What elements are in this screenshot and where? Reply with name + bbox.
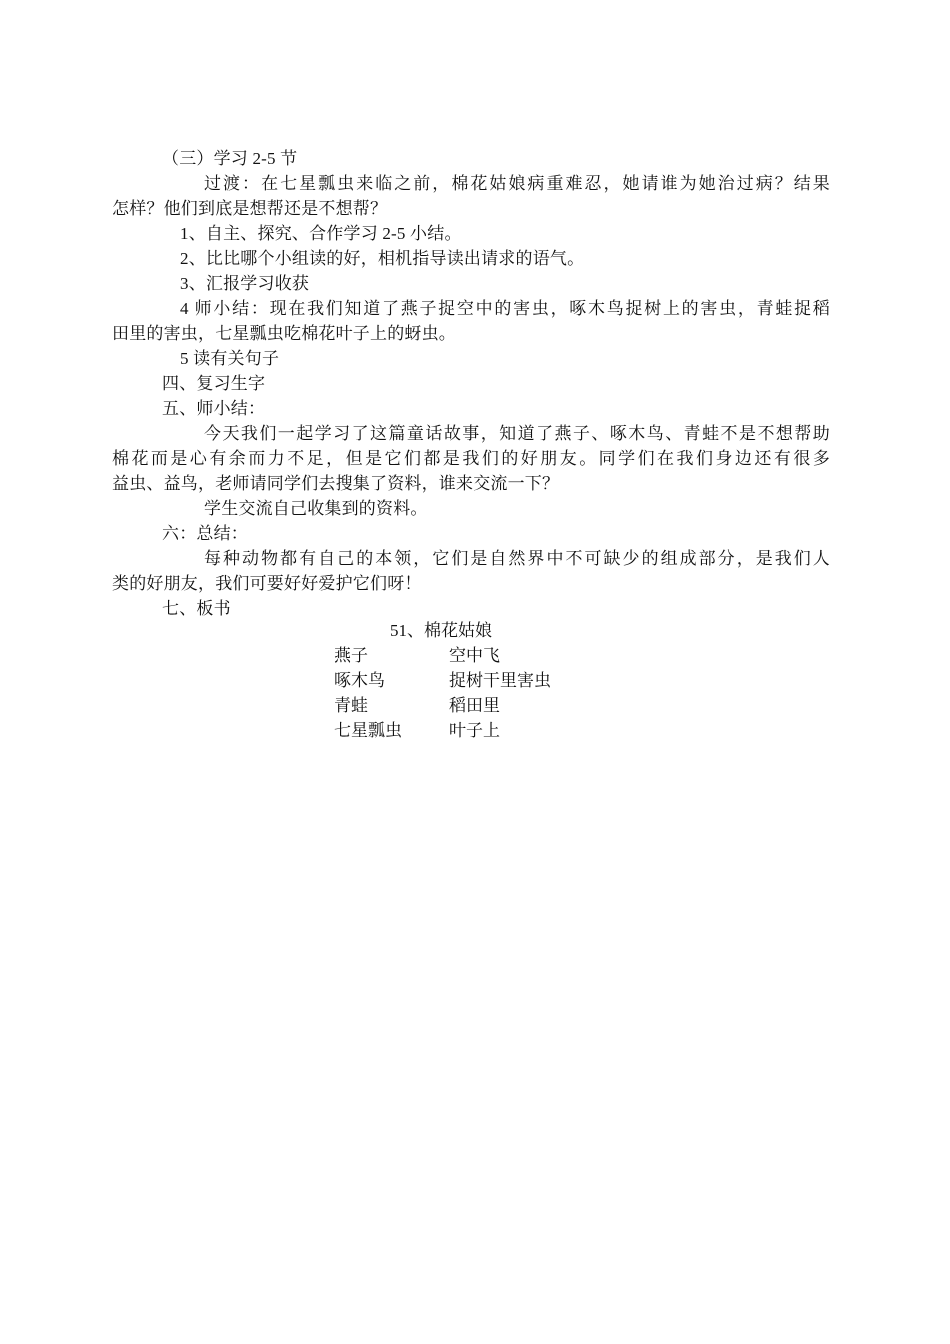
blackboard-place: 叶子上 [449, 721, 500, 740]
blackboard-animal: 七星瓢虫 [334, 721, 402, 740]
student-exchange-text: 学生交流自己收集到的资料。 [204, 499, 428, 518]
blackboard-row [334, 668, 654, 693]
section-four-heading: 四、复习生字 [162, 374, 266, 393]
blackboard-row [334, 693, 654, 718]
teacher-summary-line: 棉花而是心有余而力不足，但是它们都是我们的好朋友。同学们在我们身边还有很多 [112, 449, 830, 468]
section-seven-heading: 七、板书 [162, 599, 231, 618]
learning-step: 2、比比哪个小组读的好，相机指导读出请求的语气。 [180, 249, 585, 268]
section-three-heading: （三）学习 2-5 节 [162, 149, 298, 168]
blackboard-place: 捉树干里害虫 [449, 671, 551, 690]
blackboard-animal: 燕子 [334, 646, 368, 665]
teacher-summary-line: 今天我们一起学习了这篇童话故事，知道了燕子、啄木鸟、青蛙不是不想帮助 [204, 424, 830, 443]
teacher-mini-summary-line: 田里的害虫，七星瓢虫吃棉花叶子上的蚜虫。 [112, 324, 456, 343]
section-five-heading: 五、师小结： [162, 399, 266, 418]
blackboard-title: 51、棉花姑娘 [390, 621, 492, 640]
learning-step: 3、汇报学习收获 [180, 274, 310, 293]
learning-step: 1、自主、探究、合作学习 2-5 小结。 [180, 224, 462, 243]
teacher-summary-line: 益虫、益鸟，老师请同学们去搜集了资料，谁来交流一下？ [112, 474, 560, 493]
blackboard-animal: 啄木鸟 [334, 671, 385, 690]
transition-text-line: 过渡：在七星瓢虫来临之前，棉花姑娘病重难忍，她请谁为她治过病？结果 [204, 174, 830, 193]
blackboard-row [334, 718, 654, 743]
conclusion-line: 每种动物都有自己的本领，它们是自然界中不可缺少的组成部分，是我们人 [204, 549, 830, 568]
transition-text-line: 怎样？他们到底是想帮还是不想帮？ [112, 199, 388, 218]
learning-step: 5 读有关句子 [180, 349, 280, 368]
blackboard-place: 空中飞 [449, 646, 500, 665]
section-six-heading: 六：总结： [162, 524, 248, 543]
conclusion-line: 类的好朋友，我们可要好好爱护它们呀！ [112, 574, 422, 593]
teacher-mini-summary-line: 4 师小结：现在我们知道了燕子捉空中的害虫，啄木鸟捉树上的害虫，青蛙捉稻 [180, 299, 830, 318]
blackboard-animal: 青蛙 [334, 696, 368, 715]
blackboard-row [334, 643, 654, 668]
blackboard-layout [0, 618, 950, 748]
blackboard-place: 稻田里 [449, 696, 500, 715]
